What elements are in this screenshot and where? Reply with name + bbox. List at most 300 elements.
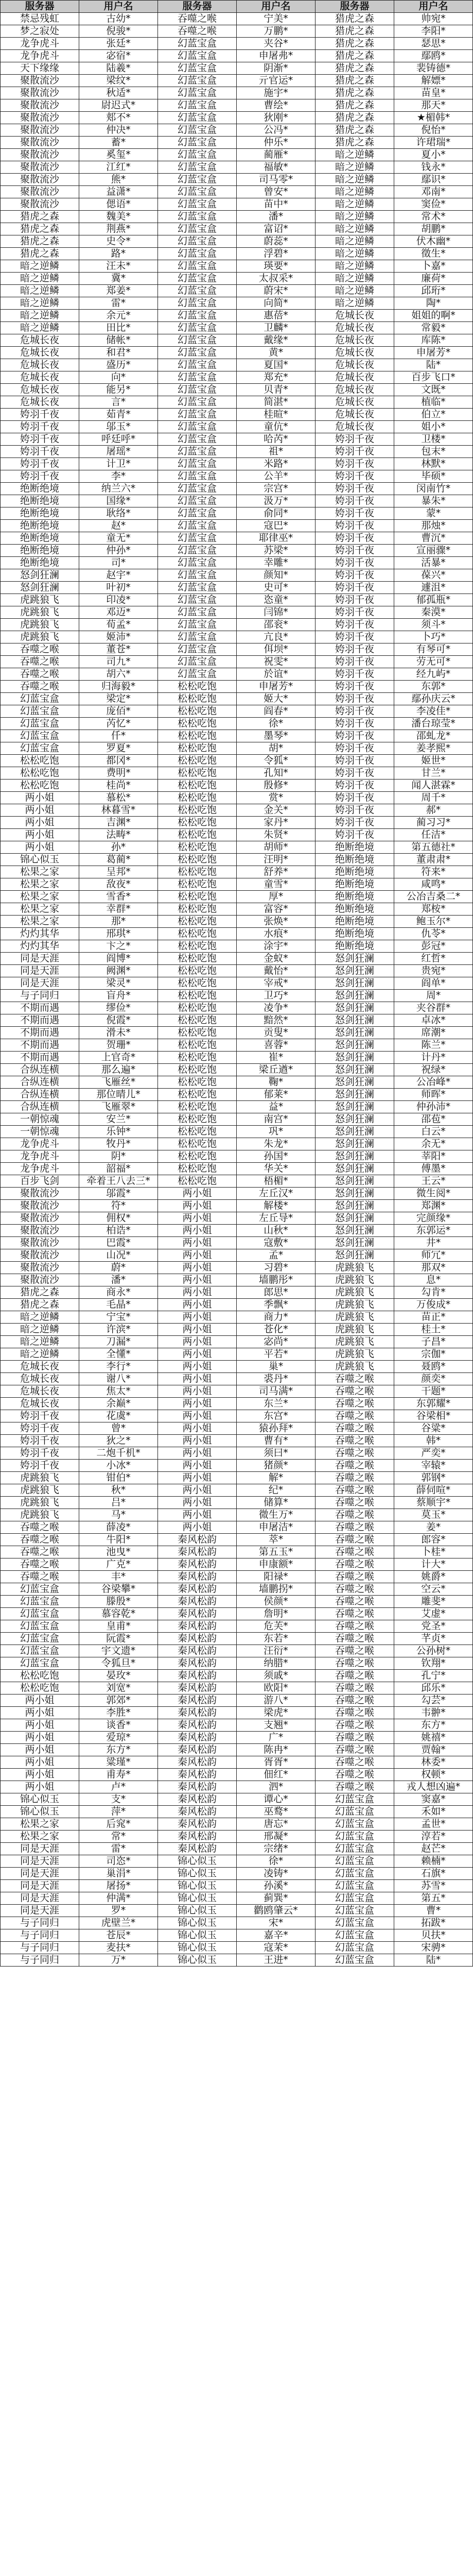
server-cell: 吞噬之喉 bbox=[316, 1694, 394, 1707]
username-cell: 飞雁翠* bbox=[79, 1101, 158, 1113]
server-cell: 松果之家 bbox=[1, 1818, 79, 1831]
table-row bbox=[1, 1818, 473, 1831]
server-cell: 松松吃饱 bbox=[158, 829, 237, 841]
table-row bbox=[1, 779, 473, 792]
username-cell: 宰戒* bbox=[237, 977, 316, 990]
server-cell: 两小姐 bbox=[1, 829, 79, 841]
username-cell: 季飘* bbox=[237, 1299, 316, 1311]
username-cell: 牧丹* bbox=[79, 1138, 158, 1150]
username-cell: 有琴可* bbox=[394, 643, 473, 656]
username-cell: 林暮雪* bbox=[79, 804, 158, 817]
username-cell: 佣权* bbox=[79, 1212, 158, 1225]
table-row bbox=[1, 631, 473, 643]
server-cell: 吞噬之喉 bbox=[316, 1435, 394, 1447]
server-cell: 幻蓝宝盒 bbox=[158, 186, 237, 198]
server-cell: 锦心似玉 bbox=[1, 1806, 79, 1818]
server-cell: 聚散流沙 bbox=[1, 1225, 79, 1237]
username-cell: 司九* bbox=[79, 656, 158, 668]
username-cell: 毛晶* bbox=[79, 1299, 158, 1311]
username-cell: 闻人湛霖* bbox=[394, 779, 473, 792]
username-cell: 猪颜* bbox=[237, 1460, 316, 1472]
server-cell: 幻蓝宝盒 bbox=[1, 693, 79, 705]
table-row bbox=[1, 149, 473, 161]
server-cell: 幻蓝宝盒 bbox=[316, 1806, 394, 1818]
table-row bbox=[1, 1237, 473, 1249]
username-cell: 符* bbox=[79, 1200, 158, 1212]
username-cell: 钳伯* bbox=[79, 1472, 158, 1484]
server-cell: 幻蓝宝盒 bbox=[158, 433, 237, 446]
server-cell: 幻蓝宝盒 bbox=[158, 631, 237, 643]
table-row bbox=[1, 656, 473, 668]
username-cell: 卫楼* bbox=[394, 433, 473, 446]
username-cell: 申屠弗* bbox=[237, 50, 316, 62]
username-cell: 宋骋* bbox=[394, 1942, 473, 1954]
table-row bbox=[1, 174, 473, 186]
username-cell: 邱乐* bbox=[394, 1682, 473, 1694]
server-cell: 松松吃饱 bbox=[158, 891, 237, 903]
username-cell: 谈香* bbox=[79, 1719, 158, 1732]
table-row bbox=[1, 582, 473, 594]
server-cell: 松松吃饱 bbox=[158, 1101, 237, 1113]
server-cell: 姱羽千夜 bbox=[1, 458, 79, 470]
username-cell: 滕殷* bbox=[79, 1596, 158, 1608]
server-cell: 两小姐 bbox=[1, 817, 79, 829]
header-row bbox=[1, 1, 473, 13]
table-row bbox=[1, 62, 473, 75]
username-cell: 潘台琼莹* bbox=[394, 718, 473, 730]
table-row bbox=[1, 755, 473, 767]
table-row bbox=[1, 1126, 473, 1138]
username-cell: 贾翰* bbox=[394, 1744, 473, 1756]
server-cell: 幻蓝宝盒 bbox=[158, 371, 237, 384]
table-row bbox=[1, 260, 473, 273]
server-cell: 吞噬之喉 bbox=[316, 1596, 394, 1608]
username-cell: 蓟巽* bbox=[237, 1892, 316, 1905]
username-cell: 常术* bbox=[394, 211, 473, 223]
username-cell: 能另* bbox=[79, 384, 158, 396]
server-cell: 合纵连横 bbox=[1, 1064, 79, 1076]
username-cell: 师晖* bbox=[394, 1089, 473, 1101]
username-cell: 解* bbox=[237, 1472, 316, 1484]
username-cell: 计大* bbox=[394, 1558, 473, 1571]
server-cell: 绝断绝境 bbox=[316, 903, 394, 916]
server-cell: 幻蓝宝盒 bbox=[158, 149, 237, 161]
table-row bbox=[1, 643, 473, 656]
username-cell: 储算* bbox=[237, 1497, 316, 1509]
table-row bbox=[1, 1954, 473, 1967]
server-cell: 吞噬之喉 bbox=[316, 1422, 394, 1435]
username-cell: 路* bbox=[79, 248, 158, 260]
server-cell: 绝断绝境 bbox=[316, 891, 394, 903]
server-cell: 危城长夜 bbox=[1, 371, 79, 384]
username-cell: 江红* bbox=[79, 161, 158, 174]
table-row bbox=[1, 112, 473, 124]
server-cell: 危城长夜 bbox=[316, 421, 394, 433]
server-cell: 聚散流沙 bbox=[1, 1262, 79, 1274]
server-cell: 吞噬之喉 bbox=[1, 1546, 79, 1558]
username-cell: 胡* bbox=[237, 742, 316, 755]
server-cell: 松松吃饱 bbox=[158, 965, 237, 977]
table-row bbox=[1, 161, 473, 174]
username-cell: 常毅* bbox=[394, 322, 473, 334]
server-cell: 松果之家 bbox=[1, 903, 79, 916]
server-cell: 两小姐 bbox=[1, 792, 79, 804]
server-cell: 幻蓝宝盒 bbox=[158, 569, 237, 582]
table-row bbox=[1, 693, 473, 705]
server-cell: 姱羽千夜 bbox=[1, 1460, 79, 1472]
server-cell: 幻蓝宝盒 bbox=[1, 718, 79, 730]
server-cell: 不期而遇 bbox=[1, 1027, 79, 1039]
username-cell: 雷* bbox=[79, 297, 158, 310]
username-cell: 司马满* bbox=[237, 1385, 316, 1398]
server-cell: 幻蓝宝盒 bbox=[158, 483, 237, 495]
username-cell: 邬霞* bbox=[79, 1188, 158, 1200]
server-cell: 两小姐 bbox=[158, 1509, 237, 1521]
username-cell: 欧阳* bbox=[237, 1682, 316, 1694]
username-cell: 赖楠* bbox=[394, 1855, 473, 1868]
username-cell: 蓄* bbox=[79, 137, 158, 149]
server-cell: 幻蓝宝盒 bbox=[158, 347, 237, 359]
table-row bbox=[1, 520, 473, 532]
server-cell: 两小姐 bbox=[158, 1212, 237, 1225]
server-cell: 松果之家 bbox=[1, 1831, 79, 1843]
username-cell: 申屠芳* bbox=[237, 681, 316, 693]
server-cell: 危城长夜 bbox=[1, 1385, 79, 1398]
server-cell: 暗之逆鳞 bbox=[1, 1348, 79, 1361]
server-cell: 幻蓝宝盒 bbox=[158, 409, 237, 421]
server-cell: 秦风松韵 bbox=[158, 1657, 237, 1670]
table-row bbox=[1, 1188, 473, 1200]
username-cell: 解楼* bbox=[237, 1200, 316, 1212]
username-cell: 葆兴* bbox=[394, 569, 473, 582]
table-row bbox=[1, 990, 473, 1002]
table-row bbox=[1, 1361, 473, 1373]
username-cell: 董肃肃* bbox=[394, 854, 473, 866]
server-cell: 姱羽千夜 bbox=[316, 532, 394, 545]
username-cell: 须戚* bbox=[237, 1670, 316, 1682]
username-cell: 小冰* bbox=[79, 1460, 158, 1472]
username-cell: 谷粱* bbox=[394, 1422, 473, 1435]
server-cell: 幻蓝宝盒 bbox=[158, 297, 237, 310]
table-row bbox=[1, 841, 473, 854]
username-cell: 佴坝* bbox=[237, 643, 316, 656]
username-cell: 陈冉* bbox=[237, 1744, 316, 1756]
server-cell: 同是天涯 bbox=[1, 1892, 79, 1905]
server-cell: 灼灼其华 bbox=[1, 940, 79, 953]
server-cell: 两小姐 bbox=[158, 1286, 237, 1299]
username-cell: 蔺雁* bbox=[237, 149, 316, 161]
username-cell: 姐小* bbox=[394, 421, 473, 433]
table-row bbox=[1, 384, 473, 396]
table-row bbox=[1, 1225, 473, 1237]
username-cell: 厚* bbox=[237, 891, 316, 903]
server-cell: 幻蓝宝盒 bbox=[158, 359, 237, 371]
username-cell: 邵衮* bbox=[237, 619, 316, 631]
server-cell: 吞噬之喉 bbox=[1, 656, 79, 668]
server-cell: 合纵连横 bbox=[1, 1076, 79, 1089]
server-cell: 幻蓝宝盒 bbox=[1, 1608, 79, 1620]
table-row bbox=[1, 829, 473, 841]
server-cell: 吞噬之喉 bbox=[316, 1484, 394, 1497]
username-cell: 郎容* bbox=[394, 1534, 473, 1546]
username-cell: 朱龙* bbox=[237, 1138, 316, 1150]
table-row bbox=[1, 1744, 473, 1756]
server-cell: 虎跳狼飞 bbox=[1, 1509, 79, 1521]
username-cell: 卫巧* bbox=[237, 990, 316, 1002]
server-cell: 幻蓝宝盒 bbox=[158, 62, 237, 75]
username-cell: 向* bbox=[79, 371, 158, 384]
username-cell: 俞同* bbox=[237, 507, 316, 520]
server-cell: 两小姐 bbox=[158, 1460, 237, 1472]
username-cell: 聂鸥* bbox=[394, 1361, 473, 1373]
username-cell: 傅墨* bbox=[394, 1163, 473, 1175]
username-cell: 鄢孙庆云* bbox=[394, 693, 473, 705]
server-cell: 猎虎之森 bbox=[316, 112, 394, 124]
server-cell: 聚散流沙 bbox=[1, 112, 79, 124]
server-cell: 危城长夜 bbox=[1, 347, 79, 359]
username-cell: 许滨* bbox=[79, 1324, 158, 1336]
username-cell: 狄之* bbox=[79, 1435, 158, 1447]
server-cell: 吞噬之喉 bbox=[316, 1398, 394, 1410]
username-cell: 孟世* bbox=[394, 1818, 473, 1831]
username-cell: 耶律巫* bbox=[237, 532, 316, 545]
table-row bbox=[1, 1905, 473, 1917]
server-cell: 吞噬之喉 bbox=[316, 1769, 394, 1781]
server-cell: 怒剑狂澜 bbox=[1, 569, 79, 582]
username-cell: 甫寿* bbox=[79, 1769, 158, 1781]
server-cell: 幻蓝宝盒 bbox=[158, 310, 237, 322]
username-cell: 屠扬* bbox=[79, 1880, 158, 1892]
server-cell: 猎虎之森 bbox=[316, 62, 394, 75]
table-row bbox=[1, 273, 473, 285]
server-cell: 松松吃饱 bbox=[158, 1126, 237, 1138]
username-cell: 屠瑶* bbox=[79, 446, 158, 458]
server-cell: 姱羽千夜 bbox=[316, 718, 394, 730]
username-cell: 窦俭* bbox=[394, 198, 473, 211]
server-cell: 聚散流沙 bbox=[1, 124, 79, 137]
server-cell: 幻蓝宝盒 bbox=[158, 223, 237, 235]
server-cell: 与子同归 bbox=[1, 1954, 79, 1967]
server-cell: 吞噬之喉 bbox=[316, 1546, 394, 1558]
username-cell: 耿络* bbox=[79, 507, 158, 520]
server-cell: 绝断绝境 bbox=[316, 854, 394, 866]
username-cell: 申屠洁* bbox=[237, 1521, 316, 1534]
username-cell: 徐* bbox=[237, 718, 316, 730]
server-cell: 姱羽千夜 bbox=[316, 681, 394, 693]
username-cell: 习碧* bbox=[237, 1262, 316, 1274]
username-cell: 宁美* bbox=[237, 13, 316, 25]
server-cell: 幻蓝宝盒 bbox=[158, 668, 237, 681]
server-cell: 幻蓝宝盒 bbox=[158, 161, 237, 174]
table-row bbox=[1, 705, 473, 718]
server-cell: 两小姐 bbox=[158, 1299, 237, 1311]
username-cell: 阎春* bbox=[237, 705, 316, 718]
server-cell: 幻蓝宝盒 bbox=[158, 273, 237, 285]
server-cell: 幻蓝宝盒 bbox=[158, 260, 237, 273]
username-cell: 阮霞* bbox=[79, 1633, 158, 1645]
username-cell: 张廷* bbox=[79, 38, 158, 50]
username-cell: 印凌* bbox=[79, 594, 158, 606]
table-row bbox=[1, 1781, 473, 1793]
username-cell: 潘* bbox=[79, 1274, 158, 1286]
server-cell: 松松吃饱 bbox=[158, 940, 237, 953]
server-cell: 吞噬之喉 bbox=[316, 1732, 394, 1744]
server-cell: 绝断绝境 bbox=[1, 520, 79, 532]
table-row bbox=[1, 1769, 473, 1781]
server-cell: 幻蓝宝盒 bbox=[316, 1880, 394, 1892]
table-row bbox=[1, 1076, 473, 1089]
server-cell: 幻蓝宝盒 bbox=[316, 1831, 394, 1843]
username-cell: 瑟思* bbox=[394, 38, 473, 50]
username-cell: 井* bbox=[394, 1237, 473, 1249]
server-cell: 吞噬之喉 bbox=[316, 1657, 394, 1670]
server-cell: 松松吃饱 bbox=[158, 742, 237, 755]
server-cell: 秦风松韵 bbox=[158, 1756, 237, 1769]
server-cell: 危城长夜 bbox=[316, 310, 394, 322]
server-cell: 姱羽千夜 bbox=[316, 804, 394, 817]
server-cell: 危城长夜 bbox=[1, 396, 79, 409]
username-cell: 狄刚* bbox=[237, 112, 316, 124]
server-cell: 吞噬之喉 bbox=[316, 1509, 394, 1521]
server-cell: 怒剑狂澜 bbox=[316, 1138, 394, 1150]
username-cell: 墙鹏彤* bbox=[237, 1274, 316, 1286]
username-cell: 毕硕* bbox=[394, 470, 473, 483]
username-cell: 归海毅* bbox=[79, 681, 158, 693]
username-cell: 遽沮* bbox=[394, 582, 473, 594]
table-row bbox=[1, 1806, 473, 1818]
table-row bbox=[1, 1299, 473, 1311]
username-cell: 莫玉* bbox=[394, 1509, 473, 1521]
server-cell: 姱羽千夜 bbox=[316, 829, 394, 841]
server-cell: 暗之逆鳞 bbox=[1, 285, 79, 297]
server-cell: 秦风松韵 bbox=[158, 1831, 237, 1843]
server-cell: 幻蓝宝盒 bbox=[158, 532, 237, 545]
username-cell: 权顿* bbox=[394, 1769, 473, 1781]
table-row bbox=[1, 1719, 473, 1732]
username-cell: 文既* bbox=[394, 384, 473, 396]
server-cell: 姱羽千夜 bbox=[316, 767, 394, 779]
username-cell: 黄* bbox=[237, 347, 316, 359]
server-cell: 松松吃饱 bbox=[158, 1076, 237, 1089]
username-cell: 敌夜* bbox=[79, 878, 158, 891]
server-cell: 暗之逆鳞 bbox=[316, 198, 394, 211]
table-row bbox=[1, 50, 473, 62]
username-cell: 郑渊* bbox=[394, 1200, 473, 1212]
server-cell: 暗之逆鳞 bbox=[1, 1311, 79, 1324]
server-cell: 松松吃饱 bbox=[158, 804, 237, 817]
server-cell: 暗之逆鳞 bbox=[316, 211, 394, 223]
username-cell: 姚禧* bbox=[394, 1732, 473, 1744]
username-cell: 上官奇* bbox=[79, 1052, 158, 1064]
header-username-1: 用户名 bbox=[79, 1, 158, 13]
username-cell: 郁孤瓶* bbox=[394, 594, 473, 606]
table-row bbox=[1, 99, 473, 112]
server-cell: 怒剑狂澜 bbox=[316, 1052, 394, 1064]
server-cell: 怒剑狂澜 bbox=[316, 1175, 394, 1188]
server-cell: 虎跳狼飞 bbox=[316, 1286, 394, 1299]
table-row bbox=[1, 606, 473, 619]
server-cell: 姱羽千夜 bbox=[316, 730, 394, 742]
server-cell: 吞噬之喉 bbox=[158, 25, 237, 38]
username-cell: 唐忘* bbox=[237, 1818, 316, 1831]
server-cell: 猎虎之森 bbox=[316, 25, 394, 38]
username-cell: 暴朱* bbox=[394, 495, 473, 507]
username-cell: 太叔采* bbox=[237, 273, 316, 285]
username-cell: 吕* bbox=[79, 1497, 158, 1509]
username-cell: 孟* bbox=[237, 1249, 316, 1262]
username-cell: 柏诰* bbox=[79, 1225, 158, 1237]
server-cell: 幻蓝宝盒 bbox=[316, 1954, 394, 1967]
server-cell: 幻蓝宝盒 bbox=[158, 495, 237, 507]
server-cell: 两小姐 bbox=[1, 1769, 79, 1781]
table-row bbox=[1, 965, 473, 977]
server-cell: 两小姐 bbox=[1, 1744, 79, 1756]
username-cell: 缪俭* bbox=[79, 1002, 158, 1014]
username-cell: 东兰* bbox=[237, 1398, 316, 1410]
server-cell: 暗之逆鳞 bbox=[316, 297, 394, 310]
table-row bbox=[1, 1286, 473, 1299]
username-cell: 左丘导* bbox=[237, 1212, 316, 1225]
server-cell: 松松吃饱 bbox=[158, 693, 237, 705]
table-row bbox=[1, 1892, 473, 1905]
table-row bbox=[1, 38, 473, 50]
username-cell: 姬世* bbox=[394, 755, 473, 767]
server-cell: 幻蓝宝盒 bbox=[158, 235, 237, 248]
table-row bbox=[1, 1175, 473, 1188]
server-cell: 幻蓝宝盒 bbox=[1, 705, 79, 718]
server-cell: 吞噬之喉 bbox=[1, 1558, 79, 1571]
server-cell: 秦风松韵 bbox=[158, 1534, 237, 1546]
header-username-3: 用户名 bbox=[394, 1, 473, 13]
server-cell: 松松吃饱 bbox=[1, 1682, 79, 1694]
server-cell: 幻蓝宝盒 bbox=[158, 334, 237, 347]
table-row bbox=[1, 866, 473, 878]
server-cell: 吞噬之喉 bbox=[1, 1521, 79, 1534]
table-row bbox=[1, 891, 473, 903]
username-cell: 任洁* bbox=[394, 829, 473, 841]
server-cell: 聚散流沙 bbox=[1, 1188, 79, 1200]
username-cell: 阴渐* bbox=[237, 62, 316, 75]
username-cell: 恣童* bbox=[237, 594, 316, 606]
username-cell: 东郭运* bbox=[394, 1225, 473, 1237]
server-cell: 锦心似玉 bbox=[158, 1905, 237, 1917]
username-cell: 茹青* bbox=[79, 409, 158, 421]
username-cell: 蔚* bbox=[79, 1262, 158, 1274]
username-cell: 晏玫* bbox=[79, 1670, 158, 1682]
username-cell: 曾安* bbox=[237, 186, 316, 198]
server-cell: 松松吃饱 bbox=[158, 1150, 237, 1163]
server-cell: 猎虎之森 bbox=[316, 99, 394, 112]
server-cell: 怒剑狂澜 bbox=[316, 1027, 394, 1039]
server-cell: 吞噬之喉 bbox=[316, 1645, 394, 1657]
table-row bbox=[1, 1101, 473, 1113]
table-row bbox=[1, 916, 473, 928]
table-row bbox=[1, 1855, 473, 1868]
server-cell: 危城长夜 bbox=[316, 359, 394, 371]
server-cell: 秦风松韵 bbox=[158, 1633, 237, 1645]
server-cell: 虎跳狼飞 bbox=[316, 1336, 394, 1348]
username-cell: 阎博* bbox=[79, 953, 158, 965]
server-cell: 松松吃饱 bbox=[158, 1138, 237, 1150]
server-cell: 两小姐 bbox=[1, 1719, 79, 1732]
server-cell: 幻蓝宝盒 bbox=[158, 99, 237, 112]
table-row bbox=[1, 668, 473, 681]
server-cell: 姱羽千夜 bbox=[1, 433, 79, 446]
username-cell: 伯立* bbox=[394, 409, 473, 421]
username-cell: 储帐* bbox=[79, 334, 158, 347]
username-cell: 东若* bbox=[237, 1633, 316, 1645]
username-cell: 闵南竹* bbox=[394, 483, 473, 495]
